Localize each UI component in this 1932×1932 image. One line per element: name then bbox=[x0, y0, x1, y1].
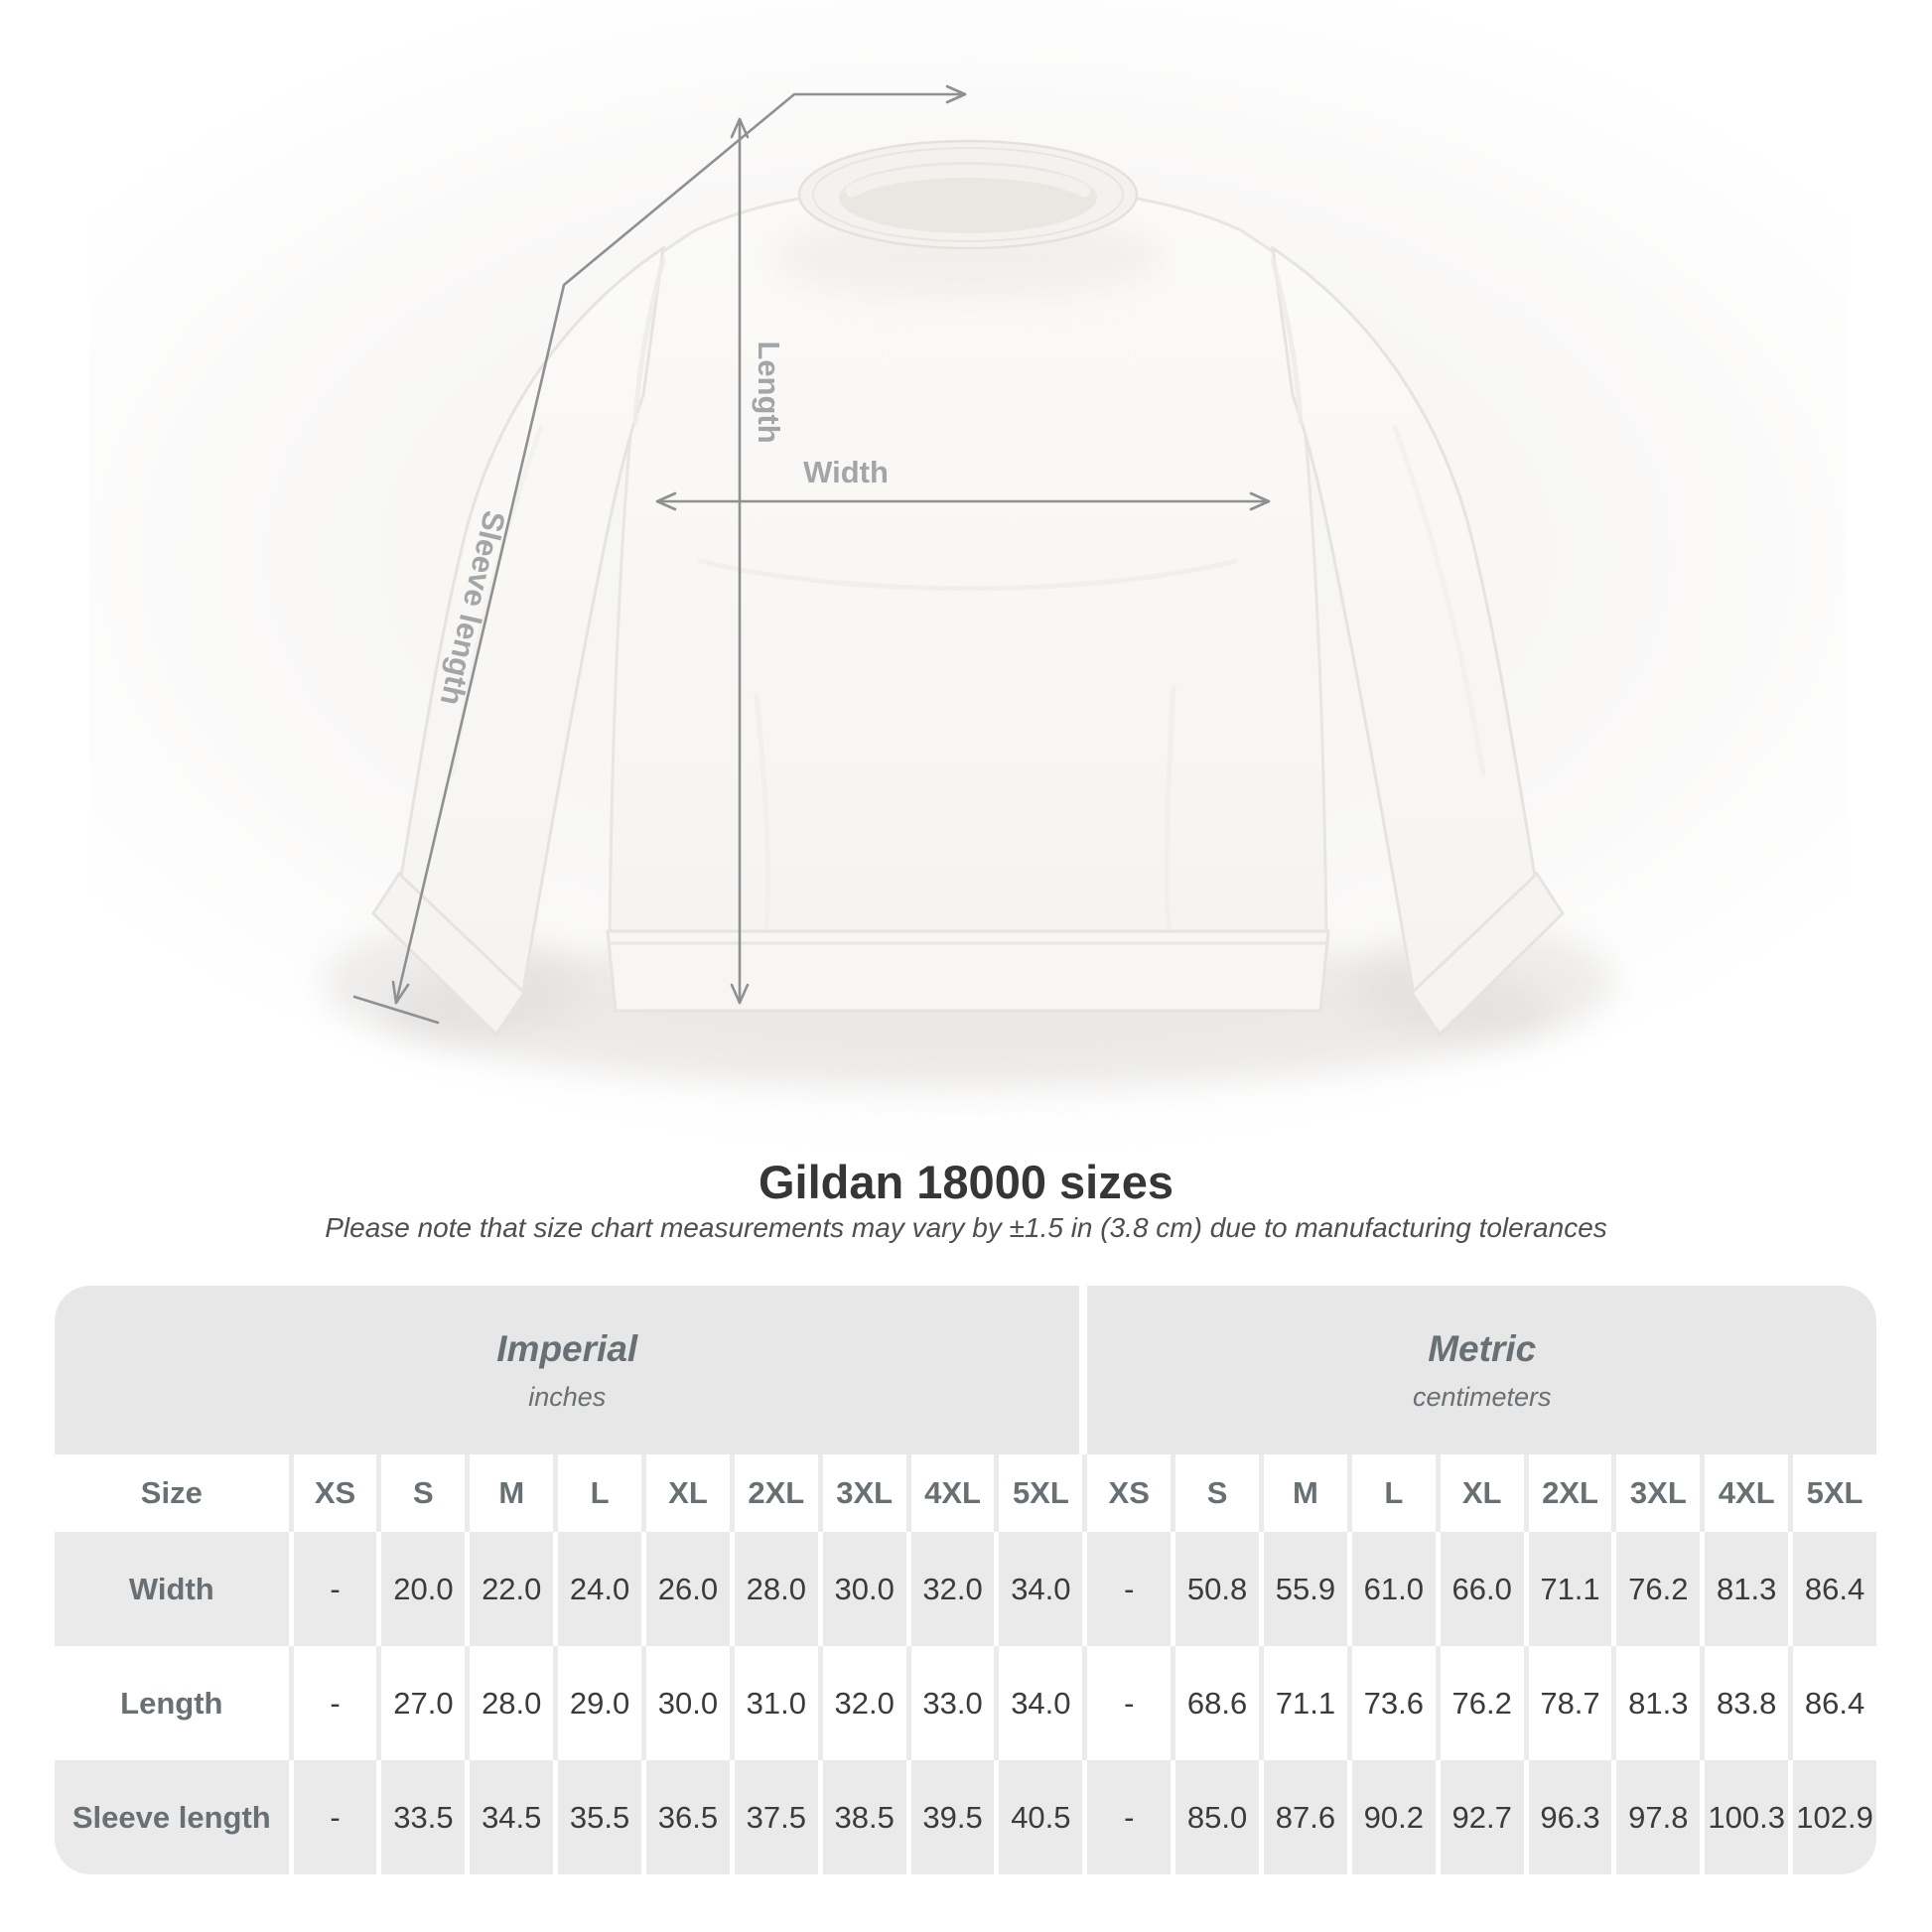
width-label: Width bbox=[803, 455, 889, 489]
value-cell: 71.1 bbox=[1259, 1646, 1347, 1760]
size-header-row bbox=[55, 1454, 1876, 1532]
size-header: Size bbox=[140, 1475, 203, 1510]
size-col-header: 2XL bbox=[730, 1454, 818, 1532]
value-cell: 34.0 bbox=[994, 1532, 1082, 1646]
value-cell: 87.6 bbox=[1259, 1760, 1347, 1874]
value-cell: 61.0 bbox=[1347, 1532, 1436, 1646]
size-col-header: L bbox=[1347, 1454, 1436, 1532]
size-col-header: XL bbox=[641, 1454, 730, 1532]
length-row bbox=[55, 1646, 1876, 1760]
value-cell: 86.4 bbox=[1788, 1532, 1876, 1646]
width-row bbox=[55, 1532, 1876, 1646]
sweatshirt bbox=[373, 141, 1563, 1035]
value-cell: - bbox=[289, 1646, 377, 1760]
size-col-header: 2XL bbox=[1524, 1454, 1612, 1532]
size-col-header: 5XL bbox=[1788, 1454, 1876, 1532]
value-cell: 20.0 bbox=[376, 1532, 465, 1646]
imperial-unit: inches bbox=[528, 1381, 607, 1412]
value-cell: - bbox=[289, 1532, 377, 1646]
value-cell: 30.0 bbox=[818, 1532, 906, 1646]
value-cell: 32.0 bbox=[818, 1646, 906, 1760]
value-cell: 92.7 bbox=[1436, 1760, 1524, 1874]
value-cell: 96.3 bbox=[1524, 1760, 1612, 1874]
value-cell: 32.0 bbox=[906, 1532, 995, 1646]
metric-title: Metric bbox=[1428, 1327, 1537, 1369]
row-label-width: Width bbox=[128, 1571, 214, 1606]
value-cell: 31.0 bbox=[730, 1646, 818, 1760]
value-cell: - bbox=[289, 1760, 377, 1874]
value-cell: 85.0 bbox=[1171, 1760, 1259, 1874]
value-cell: 76.2 bbox=[1436, 1646, 1524, 1760]
value-cell: 100.3 bbox=[1700, 1760, 1788, 1874]
size-col-header: 3XL bbox=[1611, 1454, 1700, 1532]
value-cell: 86.4 bbox=[1788, 1646, 1876, 1760]
value-cell: 90.2 bbox=[1347, 1760, 1436, 1874]
value-cell: 33.5 bbox=[376, 1760, 465, 1874]
metric-unit: centimeters bbox=[1412, 1381, 1552, 1412]
value-cell: 66.0 bbox=[1436, 1532, 1524, 1646]
size-col-header: XS bbox=[1082, 1454, 1171, 1532]
value-cell: 76.2 bbox=[1611, 1532, 1700, 1646]
value-cell: 40.5 bbox=[994, 1760, 1082, 1874]
value-cell: 26.0 bbox=[641, 1532, 730, 1646]
size-col-header: 4XL bbox=[906, 1454, 995, 1532]
value-cell: 36.5 bbox=[641, 1760, 730, 1874]
value-cell: 33.0 bbox=[906, 1646, 995, 1760]
value-cell: 24.0 bbox=[553, 1532, 641, 1646]
value-cell: 35.5 bbox=[553, 1760, 641, 1874]
value-cell: 37.5 bbox=[730, 1760, 818, 1874]
value-cell: 102.9 bbox=[1788, 1760, 1876, 1874]
value-cell: 71.1 bbox=[1524, 1532, 1612, 1646]
size-col-header: XS bbox=[289, 1454, 377, 1532]
length-label: Length bbox=[751, 341, 786, 444]
imperial-title: Imperial bbox=[496, 1327, 638, 1369]
value-cell: - bbox=[1082, 1646, 1171, 1760]
page-title: Gildan 18000 sizes bbox=[758, 1156, 1174, 1208]
size-col-header: XL bbox=[1436, 1454, 1524, 1532]
size-col-header: S bbox=[1171, 1454, 1259, 1532]
value-cell: 27.0 bbox=[376, 1646, 465, 1760]
imperial-section-header bbox=[55, 1286, 1079, 1454]
value-cell: - bbox=[1082, 1532, 1171, 1646]
value-cell: 83.8 bbox=[1700, 1646, 1788, 1760]
size-table bbox=[55, 1286, 1876, 1874]
value-cell: 73.6 bbox=[1347, 1646, 1436, 1760]
value-cell: 50.8 bbox=[1171, 1532, 1259, 1646]
size-col-header: 3XL bbox=[818, 1454, 906, 1532]
sleeve-length-row bbox=[55, 1760, 1876, 1874]
metric-section-header bbox=[1087, 1286, 1876, 1454]
value-cell: 34.5 bbox=[465, 1760, 553, 1874]
size-col-header: S bbox=[376, 1454, 465, 1532]
value-cell: 30.0 bbox=[641, 1646, 730, 1760]
value-cell: 39.5 bbox=[906, 1760, 995, 1874]
value-cell: 81.3 bbox=[1611, 1646, 1700, 1760]
size-col-header: M bbox=[465, 1454, 553, 1532]
value-cell: 38.5 bbox=[818, 1760, 906, 1874]
value-cell: 28.0 bbox=[465, 1646, 553, 1760]
unit-band bbox=[55, 1286, 1876, 1454]
value-cell: 55.9 bbox=[1259, 1532, 1347, 1646]
size-col-header: 5XL bbox=[994, 1454, 1082, 1532]
value-cell: 34.0 bbox=[994, 1646, 1082, 1760]
size-col-header: L bbox=[553, 1454, 641, 1532]
value-cell: 22.0 bbox=[465, 1532, 553, 1646]
size-col-header: 4XL bbox=[1700, 1454, 1788, 1532]
sleeve-length-label: Sleeve length bbox=[433, 507, 512, 709]
value-cell: 29.0 bbox=[553, 1646, 641, 1760]
value-cell: 28.0 bbox=[730, 1532, 818, 1646]
value-cell: 97.8 bbox=[1611, 1760, 1700, 1874]
tolerance-note: Please note that size chart measurements may vary by ±1.5 in (3.8 cm) due to manufacturing tolerances bbox=[325, 1212, 1607, 1243]
value-cell: 81.3 bbox=[1700, 1532, 1788, 1646]
size-col-header: M bbox=[1259, 1454, 1347, 1532]
row-label-sleeve-length: Sleeve length bbox=[71, 1799, 271, 1835]
row-label-length: Length bbox=[120, 1685, 223, 1721]
value-cell: - bbox=[1082, 1760, 1171, 1874]
collar bbox=[774, 141, 1162, 298]
value-cell: 68.6 bbox=[1171, 1646, 1259, 1760]
value-cell: 78.7 bbox=[1524, 1646, 1612, 1760]
